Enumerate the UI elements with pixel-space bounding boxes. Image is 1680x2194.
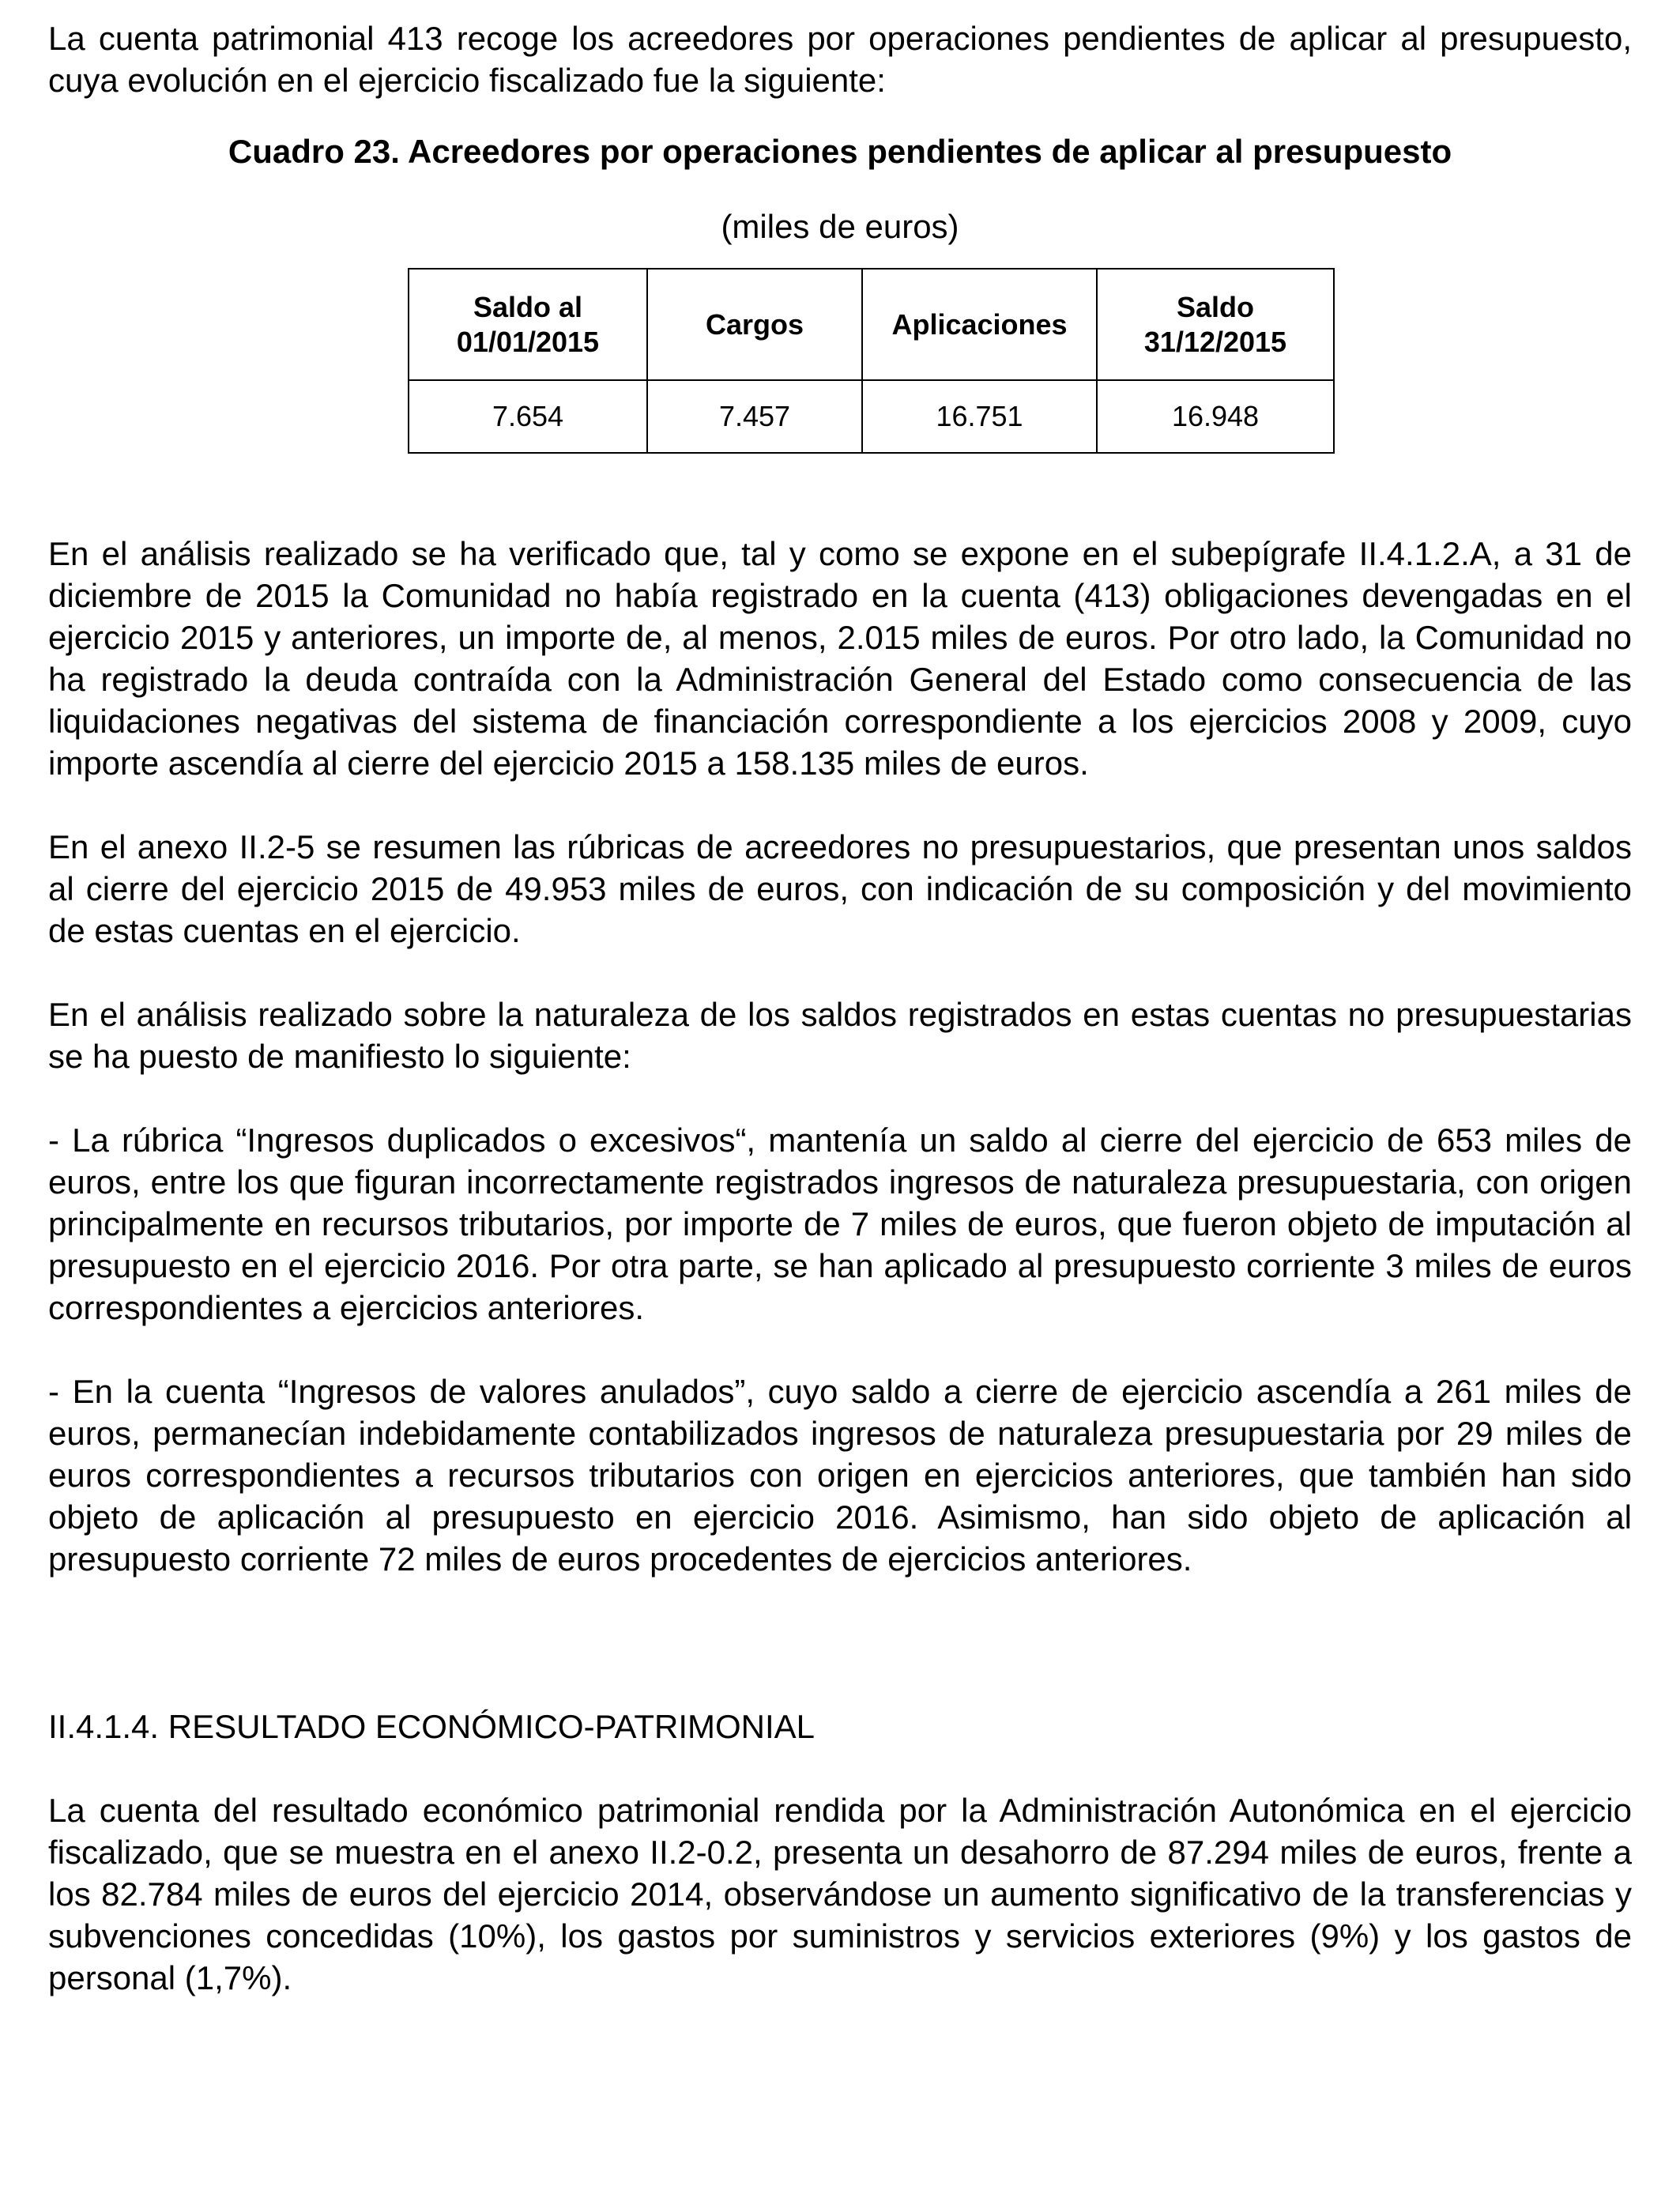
creditors-table <box>408 268 1335 454</box>
cell-saldo-final: 16.948 <box>1097 380 1334 453</box>
intro-paragraph: La cuenta patrimonial 413 recoge los acreedores por operaciones pendientes de aplicar al presupuesto, cuya evolución en el ejercicio fiscalizado fue la siguiente: <box>48 20 1632 99</box>
header-cargos: Cargos <box>647 269 862 380</box>
document-page <box>48 17 1632 1999</box>
annex-paragraph: En el anexo II.2-5 se resumen las rúbricas de acreedores no presupuestarios, que presentan unos saldos al cierre del ejercicio 2015 de 49.953 miles de euros, con indicación de su composición y del movimiento de estas cuentas en el ejercicio. <box>48 828 1632 949</box>
header-saldo-final-line1: Saldo <box>1176 290 1254 323</box>
header-saldo-final-line2: 31/12/2015 <box>1143 325 1287 358</box>
cell-cargos: 7.457 <box>647 380 862 453</box>
analysis-paragraph-1: En el análisis realizado se ha verificado que, tal y como se expone en el subepígrafe II.4.1.2.A, a 31 de diciembre de 2015 la Comunidad no había registrado en la cuenta (413) obligaciones devengadas en el ejercicio 2015 y anteriores, un importe de, al menos, 2.015 miles de euros. Por otro lado, la Comunidad no ha registrado la deuda contraída con la Administración General del Estado como consecuencia de las liquidaciones negativas del sistema de financiación correspondiente a los ejercicios 2008 y 2009, cuyo importe ascendía al cierre del ejercicio 2015 a 158.135 miles de euros. <box>48 535 1632 782</box>
header-saldo-inicial-line1: Saldo al <box>473 290 583 323</box>
bullet-paragraph-2: - En la cuenta “Ingresos de valores anulados”, cuyo saldo a cierre de ejercicio ascendía a 261 miles de euros, permanecían indebidamente contabilizados ingresos de naturaleza presupuestaria por 29 miles de euros correspondientes a recursos tributarios con origen en ejercicios anteriores, que también han sido objeto de aplicación al presupuesto en ejercicio 2016. Asimismo, han sido objeto de aplicación al presupuesto corriente 72 miles de euros procedentes de ejercicios anteriores. <box>48 1373 1632 1578</box>
header-saldo-final <box>1097 269 1334 380</box>
table-caption: Cuadro 23. Acreedores por operaciones pendientes de aplicar al presupuesto <box>228 133 1452 170</box>
header-saldo-inicial <box>409 269 647 380</box>
header-aplicaciones: Aplicaciones <box>862 269 1097 380</box>
cell-saldo-inicial: 7.654 <box>409 380 647 453</box>
table-header-row <box>409 269 1334 380</box>
table-units: (miles de euros) <box>721 208 959 245</box>
section-heading: II.4.1.4. RESULTADO ECONÓMICO-PATRIMONIAL <box>48 1708 816 1745</box>
analysis-paragraph-2: En el análisis realizado sobre la naturaleza de los saldos registrados en estas cuentas no presupuestarias se ha puesto de manifiesto lo siguiente: <box>48 996 1632 1075</box>
table-row <box>409 380 1334 453</box>
cell-aplicaciones: 16.751 <box>862 380 1097 453</box>
header-saldo-inicial-line2: 01/01/2015 <box>456 325 600 358</box>
result-paragraph: La cuenta del resultado económico patrimonial rendida por la Administración Autonómica en el ejercicio fiscalizado, que se muestra en el anexo II.2-0.2, presenta un desahorro de 87.294 miles de euros, frente a los 82.784 miles de euros del ejercicio 2014, observándose un aumento significativo de la transferencias y subvenciones concedidas (10%), los gastos por suministros y servicios exteriores (9%) y los gastos de personal (1,7%). <box>48 1792 1632 1996</box>
bullet-paragraph-1: - La rúbrica “Ingresos duplicados o excesivos“, mantenía un saldo al cierre del ejercicio de 653 miles de euros, entre los que figuran incorrectamente registrados ingresos de naturaleza presupuestaria, con origen principalmente en recursos tributarios, por importe de 7 miles de euros, que fueron objeto de imputación al presupuesto en el ejercicio 2016. Por otra parte, se han aplicado al presupuesto corriente 3 miles de euros correspondientes a ejercicios anteriores. <box>48 1122 1632 1326</box>
